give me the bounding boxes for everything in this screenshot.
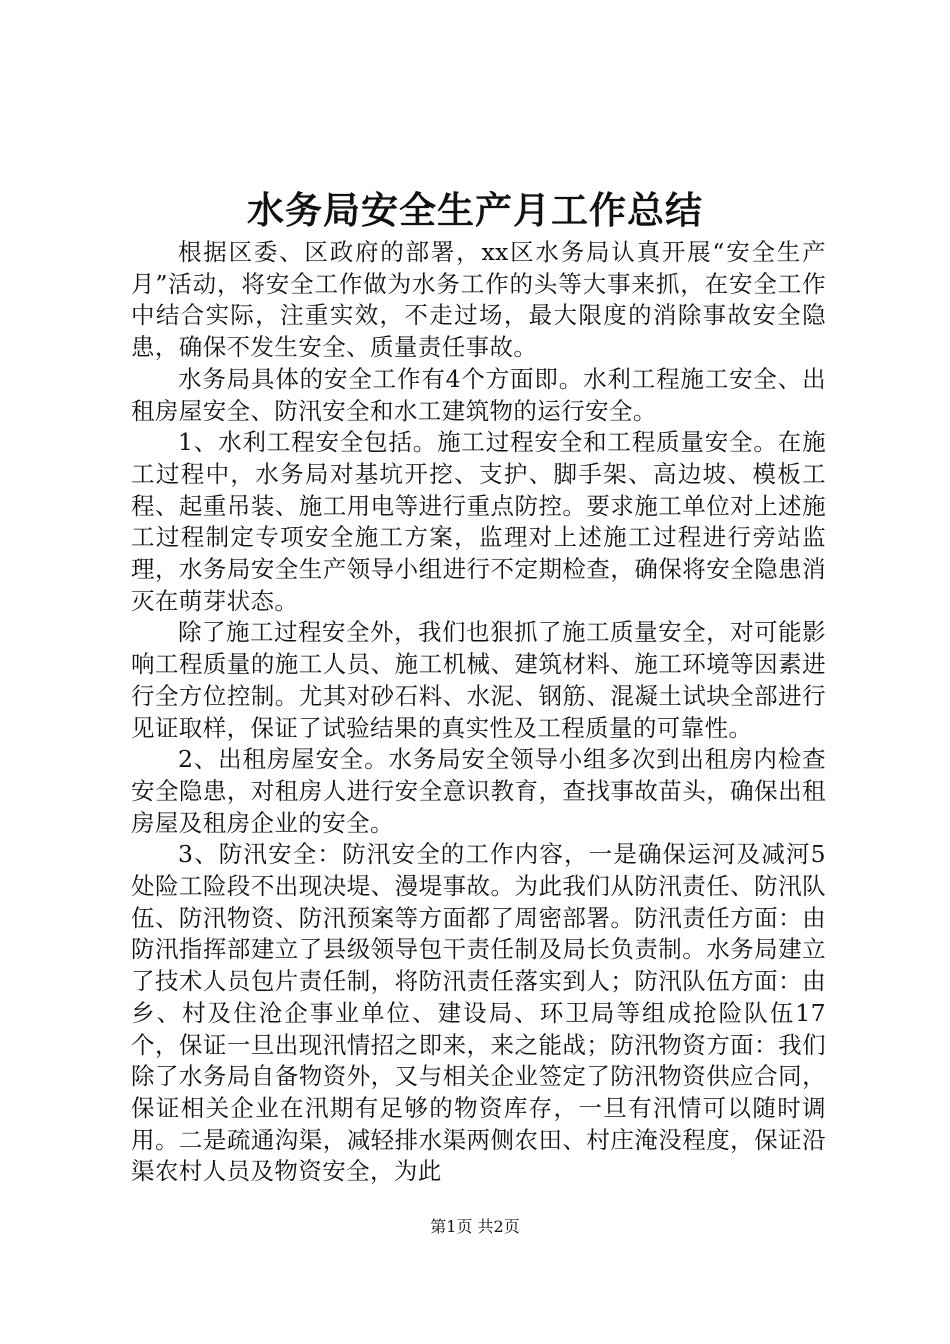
paragraph-construction-safety: 1、水利工程安全包括。施工过程安全和工程质量安全。在施工过程中，水务局对基坑开挖、支护、脚手架、高边坡、模板工程、起重吊装、施工用电等进行重点防控。要求施工单位对上述施工过程制定专项安全施工方案，监理对上述施工过程进行旁站监理，水务局安全生产领导小组进行不定期检查，确保将安全隐患消灭在萌芽状态。: [131, 428, 826, 615]
document-body: [131, 237, 826, 1188]
paragraph-flood-safety: 3、防汛安全：防汛安全的工作内容，一是确保运河及减河5处险工险段不出现决堤、漫堤事故。为此我们从防汛责任、防汛队伍、防汛物资、防汛预案等方面都了周密部署。防汛责任方面：由防汛指挥部建立了县级领导包干责任制及局长负责制。水务局建立了技术人员包片责任制，将防汛责任落实到人；防汛队伍方面：由乡、村及住沧企事业单位、建设局、环卫局等组成抢险队伍17个，保证一旦出现汛情招之即来，来之能战；防汛物资方面：我们除了水务局自备物资外，又与相关企业签定了防汛物资供应合同，保证相关企业在汛期有足够的物资库存，一旦有汛情可以随时调用。二是疏通沟渠，减轻排水渠两侧农田、村庄淹没程度，保证沿渠农村人员及物资安全，为此: [131, 840, 826, 1186]
paragraph-rental-safety: 2、出租房屋安全。水务局安全领导小组多次到出租房内检查安全隐患，对租房人进行安全意识教育，查找事故苗头，确保出租房屋及租房企业的安全。: [131, 745, 826, 837]
paragraph-construction-quality: 除了施工过程安全外，我们也狠抓了施工质量安全，对可能影响工程质量的施工人员、施工机械、建筑材料、施工环境等因素进行全方位控制。尤其对砂石料、水泥、钢筋、混凝土试块全部进行见证取样，保证了试验结果的真实性及工程质量的可靠性。: [131, 618, 826, 742]
document-title: 水务局安全生产月工作总结: [247, 188, 703, 232]
paragraph-overview: 水务局具体的安全工作有4个方面即。水利工程施工安全、出租房屋安全、防汛安全和水工建筑物的运行安全。: [131, 364, 826, 425]
paragraph-intro: 根据区委、区政府的部署，xx区水务局认真开展“安全生产月”活动，将安全工作做为水务工作的头等大事来抓，在安全工作中结合实际，注重实效，不走过场，最大限度的消除事故安全隐患，确保不发生安全、质量责任事故。: [131, 238, 826, 362]
page-number: 第1页 共2页: [430, 1217, 520, 1236]
